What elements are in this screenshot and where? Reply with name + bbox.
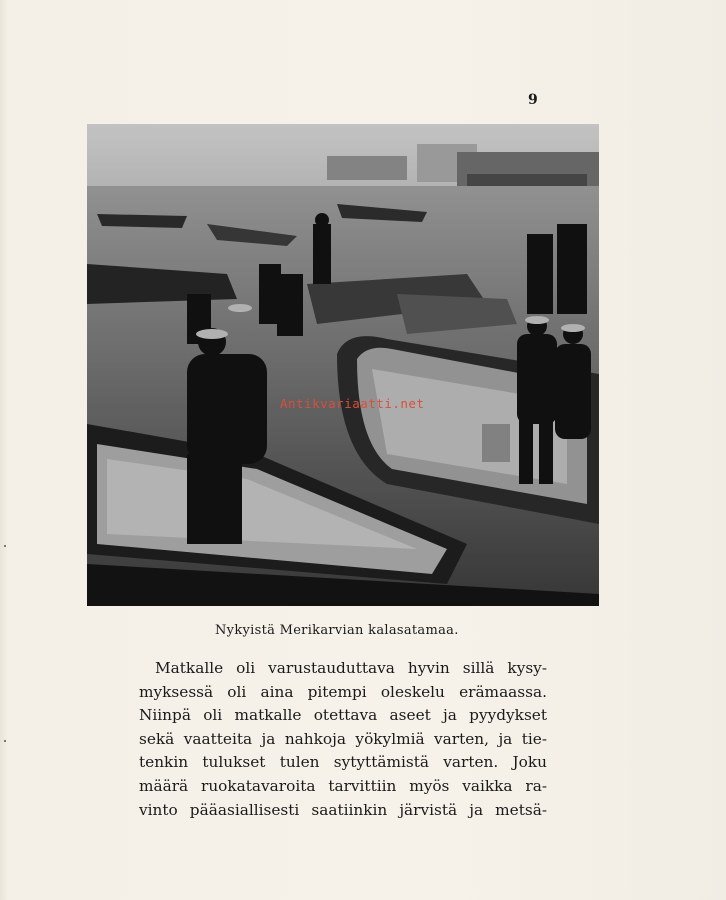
photo-caption: Nykyistä Merikarvian kalasatamaa. bbox=[215, 623, 459, 638]
fishing-harbour-photo bbox=[87, 124, 599, 606]
watermark-text: Antikvariaatti.net bbox=[280, 396, 425, 411]
text-line: vinto pääasiallisesti saatiinkin järvistä ja metsä- bbox=[139, 800, 547, 819]
spine-mark bbox=[4, 545, 6, 547]
body-paragraph bbox=[139, 657, 547, 822]
text-line: määrä ruokatavaroita tarvittiin myös vaikka ra- bbox=[139, 776, 547, 795]
text-line: tenkin tulukset tulen sytyttämistä varten. Joku bbox=[139, 753, 547, 772]
text-line: Matkalle oli varustauduttava hyvin sillä kysy- bbox=[155, 659, 547, 677]
spine-mark bbox=[4, 740, 6, 742]
text-line: Niinpä oli matkalle otettava aseet ja pyydykset bbox=[139, 706, 547, 725]
page-number: 9 bbox=[528, 92, 539, 108]
text-line: myksessä oli aina pitempi oleskelu erämaassa. bbox=[139, 682, 547, 701]
text-line: sekä vaatteita ja nahkoja yökylmiä varten, ja tie- bbox=[139, 729, 547, 748]
